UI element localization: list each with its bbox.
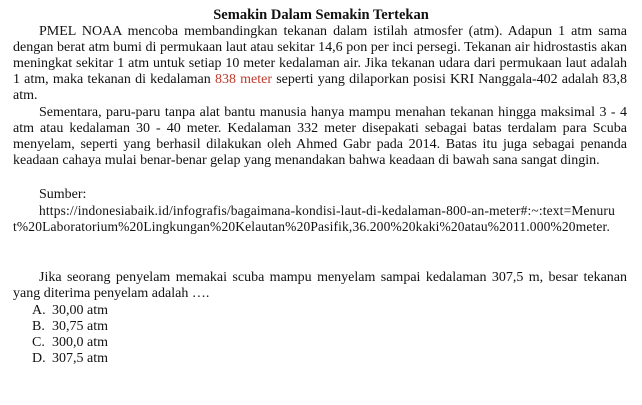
document-title: Semakin Dalam Semakin Tertekan <box>213 7 429 23</box>
option-text: 30,00 atm <box>52 303 108 318</box>
answer-options <box>32 303 108 367</box>
option-d[interactable] <box>32 351 108 367</box>
source-url: https://indonesiabaik.id/infografis/bagaimana-kondisi-laut-di-kedalaman-800-an-meter#:~:text=Menurut%20Laboratorium%20Lingkungan%20Kelautan%20Pasifik,36.200%20kaki%20atau%2011.000%20meter. <box>13 203 615 234</box>
question-text: Jika seorang penyelam memakai scuba mampu menyelam sampai kedalaman 307,5 m, besar tekanan yang diterima penyelam adalah …. <box>13 270 627 301</box>
option-letter: C. <box>32 335 45 350</box>
option-c[interactable] <box>32 335 108 351</box>
option-b[interactable] <box>32 319 108 335</box>
option-text: 307,5 atm <box>52 351 108 366</box>
paragraph-text-after: seperti yang dilaporkan posisi KRI Nanggala-402 adalah 83,8 atm. <box>13 72 628 103</box>
option-letter: D. <box>32 351 46 366</box>
option-letter: A. <box>32 303 46 318</box>
highlighted-depth: 838 meter <box>214 72 273 87</box>
source-label: Sumber: <box>39 187 87 202</box>
option-text: 30,75 atm <box>52 319 108 334</box>
paragraph-lung-limits: Sementara, paru-paru tanpa alat bantu manusia hanya mampu menahan tekanan hingga maksimal 3 - 4 atm atau kedalaman 30 - 40 meter. Kedalaman 332 meter disepakati sebagai batas terdalam para Scuba menyelam, seperti yang berhasil dilakukan oleh Ahmed Gabr pada 2014. Batas itu juga sebagai penanda keadaan cahaya mulai benar-benar gelap yang menandakan bahwa keadaan di bawah sana sangat dingin. <box>13 105 627 168</box>
option-text: 300,0 atm <box>52 335 108 350</box>
paragraph-text-before: PMEL NOAA mencoba membandingkan tekanan dalam istilah atmosfer (atm). Adapun 1 atm sama dengan berat atm bumi di permukaan laut atau sekitar 14,6 pon per inci persegi. Tekanan air hidrostastis akan meningkat sekitar 1 atm untuk setiap 10 meter kedalaman air. Jika tekanan udara dari permukaan laut adalah 1 atm, maka tekanan di kedalaman <box>13 24 627 87</box>
option-letter: B. <box>32 319 45 334</box>
option-a[interactable] <box>32 303 108 319</box>
paragraph-pressure-intro <box>13 24 627 104</box>
